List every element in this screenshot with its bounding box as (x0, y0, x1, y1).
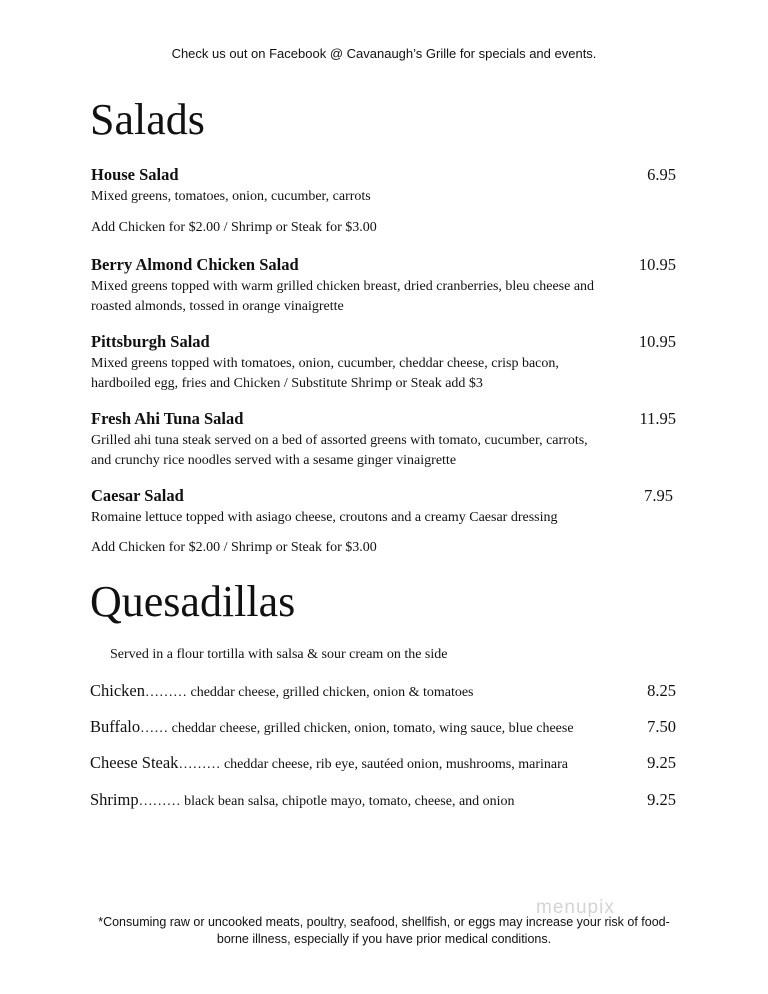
menu-item-price: 11.95 (639, 409, 676, 428)
menupix-watermark: menupix (536, 897, 615, 918)
menu-item-name: Pittsburgh Salad (91, 332, 210, 351)
facebook-note: Check us out on Facebook @ Cavanaugh’s Grille for specials and events. (171, 46, 597, 61)
disclaimer-line: *Consuming raw or uncooked meats, poultry, seafood, shellfish, or eggs may increase your risk of food- (98, 915, 670, 929)
menu-item-name: House Salad (91, 165, 179, 184)
dot-leader: ……… (138, 794, 181, 809)
menu-item-description: Grilled ahi tuna steak served on a bed of assorted greens with tomato, cucumber, carrots, (91, 433, 588, 448)
menu-item-description: roasted almonds, tossed in orange vinaigrette (91, 299, 344, 314)
food-safety-disclaimer (0, 914, 768, 948)
menu-item-price: 6.95 (647, 165, 676, 184)
quesadilla-price: 8.25 (647, 681, 676, 700)
quesadilla-name: Buffalo (90, 717, 141, 736)
menu-item-name: Berry Almond Chicken Salad (91, 255, 299, 274)
quesadilla-price: 9.25 (647, 753, 676, 772)
addon-note: Add Chicken for $2.00 / Shrimp or Steak for $3.00 (91, 540, 377, 555)
quesadilla-price: 9.25 (647, 790, 676, 809)
quesadillas-heading: Quesadillas (90, 577, 296, 626)
menu-item-name: Caesar Salad (91, 486, 184, 505)
dot-leader: …… (140, 721, 169, 736)
menu-item-description: Romaine lettuce topped with asiago cheese, croutons and a creamy Caesar dressing (91, 510, 558, 525)
menu-item-description: hardboiled egg, fries and Chicken / Substitute Shrimp or Steak add $3 (91, 376, 483, 391)
menu-item-description: Mixed greens, tomatoes, onion, cucumber, carrots (91, 189, 371, 204)
quesadillas-intro: Served in a flour tortilla with salsa & sour cream on the side (110, 647, 448, 662)
quesadilla-line (90, 717, 574, 737)
quesadilla-name: Cheese Steak (90, 753, 179, 772)
menu-item-price: 7.95 (644, 486, 673, 505)
quesadilla-description: cheddar cheese, rib eye, sautéed onion, mushrooms, marinara (223, 757, 568, 772)
addon-note: Add Chicken for $2.00 / Shrimp or Steak for $3.00 (91, 220, 377, 235)
quesadilla-name: Shrimp (90, 790, 139, 809)
dot-leader: ……… (178, 757, 221, 772)
salads-heading: Salads (90, 95, 205, 144)
quesadilla-description: black bean salsa, chipotle mayo, tomato, cheese, and onion (184, 794, 515, 809)
quesadilla-line (90, 790, 515, 810)
dot-leader: ……… (145, 685, 187, 700)
quesadilla-line (90, 753, 568, 773)
menu-item-description: Mixed greens topped with warm grilled chicken breast, dried cranberries, bleu cheese and (91, 279, 595, 294)
menu-item-price: 10.95 (638, 332, 676, 351)
quesadilla-price: 7.50 (647, 717, 676, 736)
quesadilla-line (90, 681, 474, 701)
quesadilla-name: Chicken (90, 681, 145, 700)
quesadilla-description: cheddar cheese, grilled chicken, onion & tomatoes (190, 685, 474, 700)
menu-item-price: 10.95 (638, 255, 676, 274)
quesadilla-description: cheddar cheese, grilled chicken, onion, tomato, wing sauce, blue cheese (171, 721, 574, 736)
menu-item-description: and crunchy rice noodles served with a sesame ginger vinaigrette (91, 453, 457, 468)
menu-item-name: Fresh Ahi Tuna Salad (91, 409, 244, 428)
menu-item-description: Mixed greens topped with tomatoes, onion, cucumber, cheddar cheese, crisp bacon, (91, 356, 559, 371)
disclaimer-line: borne illness, especially if you have prior medical conditions. (216, 932, 552, 946)
